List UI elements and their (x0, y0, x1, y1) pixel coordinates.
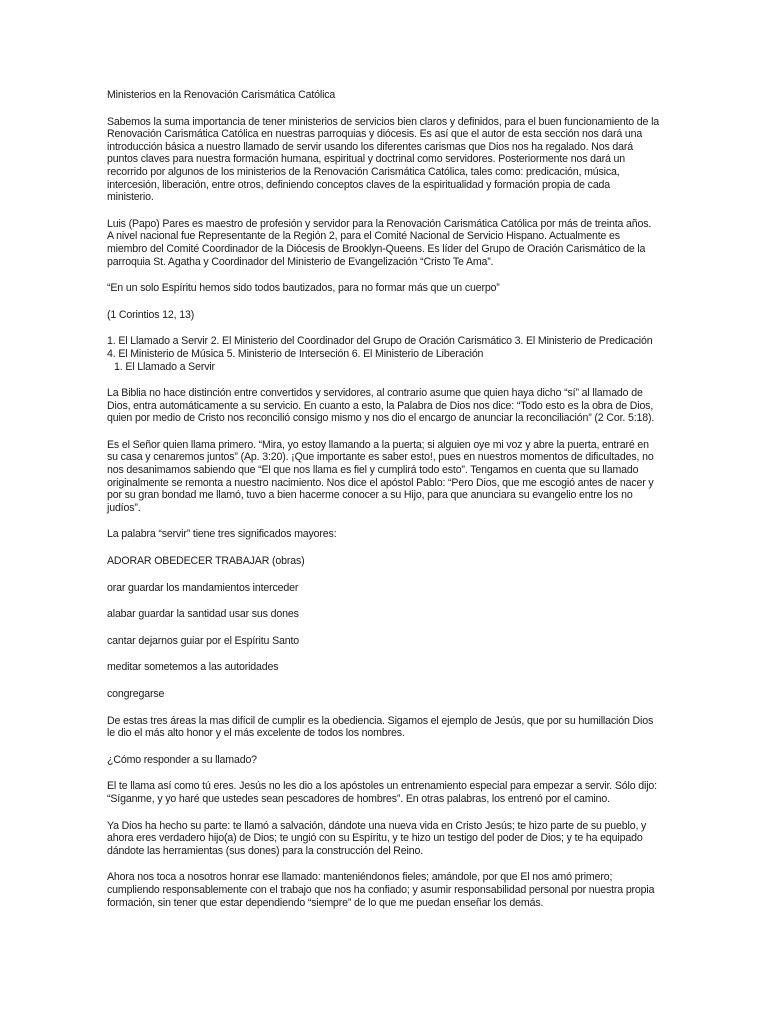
table-line: meditar sometemos a las autoridades (107, 661, 279, 674)
document-page (107, 89, 659, 923)
closing-paragraph: Ahora nos toca a nosotros honrar ese llamado: manteniéndonos fieles; amándole, por que El nos amó primero; cumpliendo responsablemente con el trabajo que nos ha confiado; y asumir responsabilidad personal por nuestra propia formación, sin tener que estar dependiendo “siempre” de lo que me puedan enseñar los demás. (107, 871, 655, 909)
table-line: cantar dejarnos guiar por el Espíritu Santo (107, 634, 300, 647)
ministries-list-text: 1. El Llamado a Servir 2. El Ministerio del Coordinador del Grupo de Oración Carismático 3. El Ministerio de Predicación 4. El Ministerio de Música 5. Ministerio de Interseción 6. El Ministerio de Liberación (107, 335, 653, 360)
author-bio-paragraph: Luis (Papo) Pares es maestro de profesión y servidor para la Renovación Carismática Católica por más de treinta años. A nivel nacional fue Representante de la Región 2, para el Comité Nacional de Servicio Hispano. Actualmente es miembro del Comité Coordinador de la Diócesis de Brooklyn-Queens. Es líder del Grupo de Oración Carismático de la parroquia St. Agatha y Coordinador del Ministerio de Evangelización “Cristo Te Ama”. (107, 217, 652, 268)
table-line: alabar guardar la santidad usar sus dones (107, 608, 299, 621)
closing-paragraph: Ya Dios ha hecho su parte: te llamó a salvación, dándote una nueva vida en Cristo Jesús; te hizo parte de su pueblo, y ahora eres verdadero hijo(a) de Dios; te ungió con su Espíritu, y te hizo un testigo del poder de Dios; y te ha equipado dándote las herramientas (sus dones) para la construcción del Reino. (107, 819, 647, 857)
closing-paragraph: De estas tres áreas la mas difícil de cumplir es la obediencia. Sigamos el ejemplo de Jesús, que por su humillación Dios le dio el más alto honor y el más excelente de todos los nombres. (107, 714, 654, 740)
body-paragraph: La Biblia no hace distinción entre convertidos y servidores, al contrario asume que quien haya dicho “sí” al llamado de Dios, entra automáticamente a su servicio. En cuanto a esto, la Palabra de Dios nos dice: “Todo esto es la obra de Dios, quien por medio de Cristo nos reconcilió consigo mismo y nos dio el encargo de anunciar la reconciliación” (2 Cor. 5:18). (107, 387, 655, 425)
section-heading: 1. El Llamado a Servir (114, 360, 215, 373)
table-line: orar guardar los mandamientos interceder (107, 581, 299, 594)
closing-paragraph: El te llama así como tú eres. Jesús no les dio a los apóstoles un entrenamiento especial para empezar a servir. Sólo dijo: “Síganme, y yo haré que ustedes sean pescadores de hombres”. En otras palabras, los entrenó por el camino. (107, 780, 657, 805)
table-line: congregarse (107, 688, 165, 700)
intro-paragraph: Sabemos la suma importancia de tener ministerios de servicios bien claros y definidos, para el buen funcionamiento de la Renovación Carismática Católica en nuestras parroquias y diócesis. Es así que el autor de esta sección nos dará una introducción básica a nuestro llamado de servir usando los diferentes carismas que Dios nos ha regalado. Nos dará puntos claves para nuestra formación humana, espiritual y doctrinal como servidores. Posteriormente nos dará un recorrido por algunos de los ministerios de la Renovación Carismática Católica, tales como: predicación, música, intercesión, liberación, entre otros, definiendo conceptos claves de la espiritualidad y formación propia de cada ministerio. (107, 115, 660, 204)
table-line: ADORAR OBEDECER TRABAJAR (obras) (107, 555, 305, 568)
ministries-list (107, 335, 659, 373)
document-title: Ministerios en la Renovación Carismática Católica (107, 89, 336, 101)
scripture-quote: “En un solo Espíritu hemos sido todos bautizados, para no formar más que un cuerpo” (107, 282, 500, 295)
body-paragraph: La palabra “servir” tiene tres significados mayores: (107, 528, 337, 541)
scripture-reference: (1 Corintios 12, 13) (107, 308, 195, 321)
body-paragraph: Es el Señor quien llama primero. “Mira, yo estoy llamando a la puerta; si alguien oye mi voz y abre la puerta, entraré en su casa y cenaremos juntos” (Ap. 3:20). ¡Que importante es saber esto!, pues en nuestros momentos de dificultades, no nos desanimamos sabiendo que “El que nos llama es fiel y cumplirá todo esto”. Tengamos en cuenta que su llamado originalmente se remonta a nuestro nacimiento. Nos dice el apóstol Pablo: “Pero Dios, que me escogió antes de nacer y por su gran bondad me llamó, tuvo a bien hacerme conocer a su Hijo, para que anunciara su evangelio entre los no judíos”. (107, 438, 654, 514)
closing-question: ¿Cómo responder a su llamado? (107, 753, 257, 766)
